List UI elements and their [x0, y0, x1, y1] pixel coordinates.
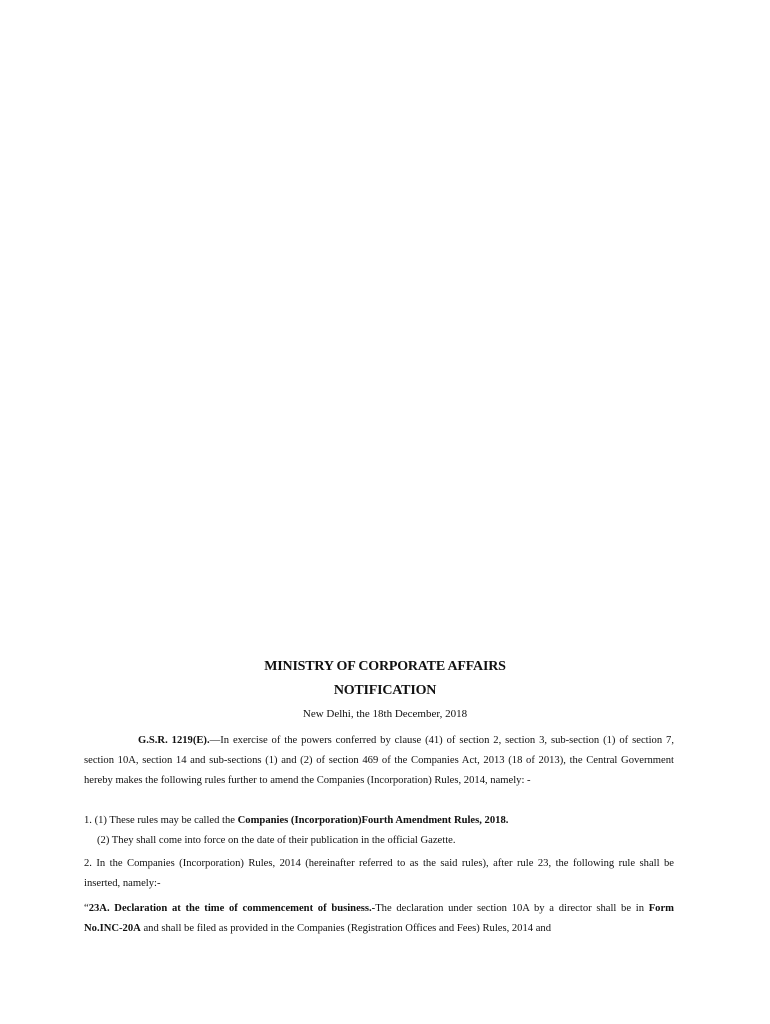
rule-2-paragraph	[84, 854, 674, 894]
dateline: New Delhi, the 18th December, 2018	[302, 708, 468, 720]
open-quote: “	[84, 903, 89, 914]
form-reference: Form No.INC-20A	[84, 903, 674, 934]
rule-23a-paragraph	[84, 899, 674, 939]
preamble-text: —In exercise of the powers conferred by clause (41) of section 2, section 3, sub-section (1) of section 7, section 10A, section 14 and sub-sections (1) and (2) of section 469 of the Companies Act, 2013 (18 of 2013), the Central Government hereby makes the following rules further to amend the Companies (Incorporation) Rules, 2014, namely: -	[84, 735, 674, 786]
rule-1-paragraph	[84, 811, 674, 851]
notification-heading: NOTIFICATION	[333, 683, 437, 698]
ministry-heading: MINISTRY OF CORPORATE AFFAIRS	[264, 659, 506, 674]
rule-2-text: 2. In the Companies (Incorporation) Rules, 2014 (hereinafter referred to as the said rules), after rule 23, the following rule shall be inserted, namely:-	[84, 858, 674, 889]
rule-1-prefix: 1. (1) These rules may be called the	[84, 815, 238, 826]
rule-23a-text-2: and shall be filed as provided in the Companies (Registration Offices and Fees) Rules, 2014 and	[140, 923, 552, 934]
preamble-paragraph	[84, 731, 674, 791]
gsr-reference: G.S.R. 1219(E).	[138, 735, 210, 746]
rule-23a-title: 23A. Declaration at the time of commencement of business.-	[88, 903, 376, 914]
rules-title: Companies (Incorporation)Fourth Amendment Rules, 2018.	[237, 815, 509, 826]
rule-1-commencement: (2) They shall come into force on the date of their publication in the official Gazette.	[97, 835, 456, 846]
rule-23a-text-1: The declaration under section 10A by a director shall be in	[375, 903, 649, 914]
